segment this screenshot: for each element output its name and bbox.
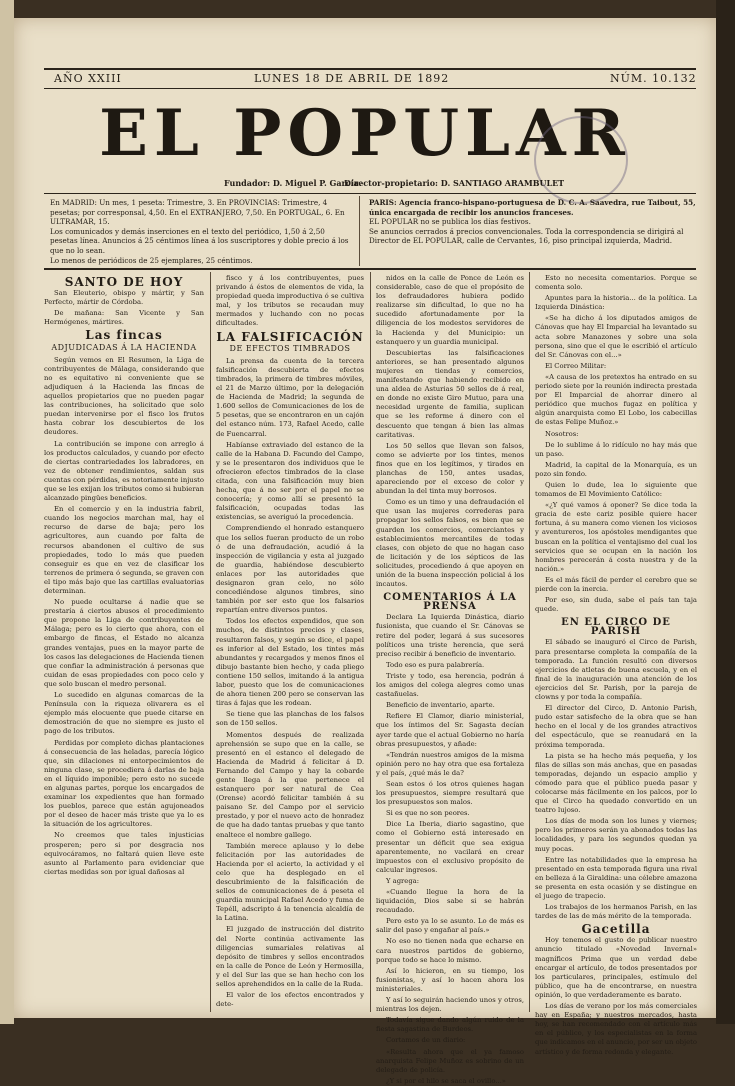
paragraph: «A causa de los pretextos ha entrado en su periodo siete por la reunión indirecta prestada por El Imparcial de ahorrar dinero al periódico que muchos fugaz en política y algún anarquista como El Lobo, los cabecillas de estas Felipe Muñoz.» — [535, 372, 697, 427]
paragraph: Y así lo seguirán haciendo unos y otros, mientras los dejen. — [376, 996, 524, 1014]
paragraph: Lo sucedido en algunas comarcas de la Península con la riqueza olivarera es el ejemplo más elocuente que puede citarse en demostración de que no siempre es justo el pago de los tributos. — [44, 691, 204, 736]
paragraph: Esto no necesita comentarios. Porque se comenta solo. — [535, 274, 697, 292]
paragraph: En el comercio y en la industria fabril, cuando los negocios marchan mal, hay el recurso de darse de baja; pero los agricultores, aun cuando por falta de recursos abandonen el cultivo de sus propiedades, todo lo más que pueden conseguir es que en vez de clasificar los terrenos de primera ó segunda, se graven con el tipo más bajo que las cartillas evaluatorias determinan. — [44, 505, 204, 595]
gacetilla-heading: Gacetilla — [581, 922, 651, 937]
paragraph: «Resulta ahora que el ya famoso anarquista Felipe Muñoz es sobrino de un delegado de policía. — [376, 1047, 524, 1074]
santo-heading: SANTO DE HOY — [64, 275, 184, 289]
paragraph: Los trabajos de los hermanos Parish, en las tardes de las de más mérito de la temporada. — [535, 903, 697, 921]
subscription-notices: Los comunicados y demás inserciones en el texto del periódico, 1,50 á 2,50 pesetas línea. Anuncios á 25 céntimos línea á los suscriptores y doble precio á los que no lo sean. — [50, 226, 349, 255]
header-top-rule — [44, 68, 696, 70]
paris-agency: PARIS: Agencia franco-hispano-portuguesa de D. C. A. Saavedra, rue Taibout, 55, única encargada de recibir los anuncios franceses. — [369, 198, 696, 217]
paragraph: ¿Y si por el hilo se saca el ovillo...» — [386, 1076, 506, 1085]
paragraph: Apuntes para la historia... de la política. La Izquierda Dinástica: — [535, 294, 697, 312]
paragraph: No puede ocultarse á nadie que se prestaría á ciertos abusos el procedimiento que propone la Liga de contribuyentes de Málaga; pero es lo cierto que ahora, con el embargo de fincas, el Estado no alcanza grandes ventajas, pues en la mayor parte de los casos las delegaciones de Hacienda tienen que confiar la administración á personas que cuidan de esas propiedades con poco celo y que solo buscan el medro personal. — [44, 598, 204, 688]
paragraph: Entre las notabilidades que la empresa ha presentado en esta temporada figura una rival en belleza á la Giraldina: una célebre amazona se presenta en esta ocasión y se distingue en el juego de trapecio. — [535, 855, 697, 900]
paragraph: «Cuando llegue la hora de la liquidación, Dios sabe si se habrán recaudado. — [376, 888, 524, 915]
paragraph: Madrid, la capital de la Monarquía, es un pozo sin fondo. — [535, 460, 697, 478]
paragraph: Habíanse extraviado del estanco de la calle de la Habana D. Facundo del Campo, y se le presentaron dos individuos que le ofrecieron efectos timbrados de la clase citada, con una falsificación muy bien hecha, que á no ser por el papel no se conocería; y como allí se presentó la falsificación, ocupadas todas las existencias, se averiguó la procedencia. — [216, 440, 364, 522]
falsificacion-subheading: DE EFECTOS TIMBRADOS — [229, 343, 351, 353]
paragraph: Como es un timo y una defraudación el que usan las mujeres correderas para propagar los sellos falsos, es bien que se guarden los comercios, comerciantes y establecimientos mercantiles de todas clases, con objeto de que no hagan caso de licitación y de los sépticos de las solicitudes, procediendo á que apoyen en unión de la buena inspección policial á los incautos. — [376, 498, 524, 589]
paragraph: Cortamos de un diario: — [386, 1036, 466, 1045]
newspaper-title: EL POPULAR — [99, 96, 631, 171]
paragraph: Por eso, sin duda, sabe el país tan taja quede. — [535, 596, 697, 614]
paragraph: «¿Y qué vamos á oponer? Se dice toda la gracia de este cariz posible quiere hacer fortuna, á su manera como vienen los viciosos y aventureros, los apóstoles mendigantes que buscan en la política el ventajismo del cual los servicios que se ocupan en la nación los hombres perecerán á costa nuestra y de la nación.» — [535, 501, 697, 573]
paragraph: Beneficio de inventario, aparte. — [386, 701, 495, 710]
subscription-prices: En MADRID: Un mes, 1 peseta: Trimestre, 3. En PROVINCIAS: Trimestre, 4 pesetas; por corresponsal, 4,50. En el EXTRANJERO, 7,50. En PORTUGAL, 6. En ULTRAMAR, 15. — [50, 198, 345, 227]
circo-heading: EN EL CIRCO DE PARISH — [561, 617, 671, 638]
paragraph: La contribución se impone con arreglo á los productos calculados, y cuando por efecto de ciertas contrariedades los labradores, en vez de obtener rendimientos, saldan sus cuentas con pérdidas, es notoriamente injusto que se les exijan los tributos como si hubieran alcanzado pingües beneficios. — [44, 439, 204, 503]
paragraph: No eso no tienen nada que echarse en cara nuestros partidos de gobierno, porque todo se hace lo mismo. — [376, 937, 524, 964]
paragraph: Refiere El Clamor, diario ministerial, que los íntimos del Sr. Sagasta decían ayer tarde que el actual Gobierno no haría obras presupuestos, y añade: — [376, 712, 524, 748]
subs-top-rule — [44, 193, 696, 194]
column-4 — [535, 274, 697, 1056]
column-rule-2 — [370, 272, 371, 1012]
library-stamp — [534, 116, 628, 204]
paragraph: No creemos que tales injusticias prosperen; pero si por desgracia nos equivocáramos, no faltará quien lleve este asunto al Parlamento para evidenciar que ciertas medidas son por igual dañosas al — [44, 831, 204, 876]
paris-block — [369, 198, 699, 246]
fincas-subheading: ADJUDICADAS Á LA HACIENDA — [51, 342, 197, 352]
column-2 — [216, 274, 364, 1010]
paragraph: Según vemos en El Resumen, la Liga de contribuyentes de Málaga, considerando que no es equitativo ni conveniente que se adjudiquen á la Hacienda las fincas de aquellos propietarios que no pueden pagar las contribuciones, ha solicitado que solo puedan intervenirse por el fisco los frutos hasta cobrar los descubiertos de los deudores. — [44, 355, 204, 437]
subscription-block — [50, 198, 350, 265]
paragraph: Perdidas por completo dichas plantaciones á consecuencia de las heladas, parecía lógico que, sin dilaciones ni entorpecimientos de ninguna clase, se procediera á darlas de baja en el líquido imponible; pero esto no sucede en algunas partes, porque los encargados de examinar los expedientes que han formado los pueblos, parece que están agujoneados por el deseo de hacer más triste que ya lo es la situación de los agricultores. — [44, 738, 204, 829]
paragraph: El valor de los efectos encontrados y dete- — [216, 991, 364, 1009]
fincas-heading: Las fincas — [85, 328, 163, 343]
paragraph: Pero esto ya lo se asunto. Lo de más es salir del paso y engañar al país.» — [376, 917, 524, 935]
paris-ads: Se anuncios cerrados á precios convencionales. Toda la correspondencia se dirigirá al Director de EL POPULAR, calle de Cervantes, 16, piso principal izquierda, Madrid. — [369, 226, 684, 246]
newspaper-page — [14, 18, 716, 1085]
paragraph: De lo sublime á lo ridículo no hay más que un paso. — [535, 440, 697, 458]
page-left-edge — [0, 0, 14, 1024]
paragraph: La prensa da cuenta de la tercera falsificación descubierta de efectos timbrados, la primera de timbres móviles, el 21 de Marzo último, por la delegación de Hacienda de Madrid; la segunda de 1.600 sellos de Comunicaciones de los de 5 pesetas, que se encontraron en un cajón del estanco núm. 173, Rafael Acedo, calle de Fuencarral. — [216, 356, 364, 438]
header-second-rule — [44, 88, 696, 89]
paragraph: Declara La Iquierda Dinástica, diario fusionista, que cuando el Sr. Cánovas se retire del poder, legará á sus sucesores políticos una triste herencia, que será preciso recibir á beneficio de inventario. — [376, 613, 524, 658]
paragraph: San Eleuterio, obispo y mártir, y San Perfecto, mártir de Córdoba. — [44, 289, 204, 307]
comentarios-heading: COMENTARIOS Á LA PRENSA — [383, 592, 517, 613]
paragraph: Se tiene que las planchas de los falsos son de 150 sellos. — [216, 710, 364, 728]
paragraph: Y agrega: — [386, 876, 420, 885]
paragraph: El sábado se inauguró el Circo de Parish, para presentarse completa la compañía de la temporada. La función resultó con diversos ejercicios de atletas de buena escuela, y en el final de la inauguración una atención de los ejercicios del Sr. Parish, por la pareja de clowns y por toda la compañía. — [535, 638, 697, 702]
paragraph: Así lo hicieron, en su tiempo, los fusionistas, y así lo hacen ahora los ministeriales. — [376, 966, 524, 993]
paragraph: Momentos después de realizada aprehensión se supo que en la calle, se presentó en el estanco el delegado de Hacienda de Madrid á felicitar á D. Fernando del Campo y hay la cobarde gente llega á la que pertenece el estanquero por ser natural de Cea (Orense) acordó felicitar también á su paisano Sr. del Campo por el servicio prestado, y por el nuevo acto de honradez de que ha dado tantas pruebas y que tanto enaltece el nombre gallego. — [216, 730, 364, 839]
paragraph: Triste y todo, esa herencia, podrán á los amigos del colega alegres como unas castañuelas. — [376, 671, 524, 699]
paragraph: Hoy tenemos el gusto de publicar nuestro anuncio titulado «Novedad Invernal» magníficos Prima que un verdad debe encargar el artículo, de todos presentados por los particulares, principales, estímulo del público, que ha de encontrarse, en nuestra opinión, lo que verdaderamente es barato. — [535, 936, 697, 999]
paragraph: Todavía sigue dando algún ruido de la fiesta sagastina de Burdeos. — [376, 1016, 524, 1034]
founder-line: Fundador: D. Miguel P. García. — [224, 178, 362, 188]
paragraph: Todos los efectos expendidos, que son muchos, de distintos precios y clases, resultaron falsos, y según se dice, el papel es inferior al del Estado, los tintes más abundantes y recargados y menos finos el dibujo bastante bien hecho, y cada pliego contiene 150 sellos, imitando á la antigua labor, puesto que los de comunicaciones de ahora tienen 200 pero se conservan las tiras á fajas que les rodean. — [216, 617, 364, 708]
falsificacion-heading: LA FALSIFICACIÓN — [216, 329, 364, 344]
column-rule-1 — [210, 272, 211, 1012]
paragraph: Descubiertas las falsificaciones anteriores, se han presentado algunos mujeres en tiendas y comercios, manifestando que habiendo recibido en una aldea de Asturias 50 sellos de á real, en donde no existe Giro Mutuo, para una necesidad urgente de familia, suplican que se les reforme á dinero con el descuento que tengan á bien las almas caritativas. — [376, 348, 524, 439]
paragraph: Si es que no son peores. — [386, 809, 470, 818]
issue-number: NÚM. 10.132 — [610, 72, 697, 85]
column-1 — [44, 274, 204, 1010]
paragraph: La pista se ha hecho más pequeña, y los filas de sillas son más anchas, que en pasadas temporadas, dejando un espacio amplio y cómodo para que el público pueda pasar y colocarse más fácilmente en los palcos, por lo que el Circo ha quedado convertido en un teatro lujoso. — [535, 751, 697, 815]
paris-note: EL POPULAR no se publica los días festivos. — [369, 217, 531, 227]
year-label: AÑO XXIII — [54, 72, 122, 85]
director-line: Director-propietario: D. SANTIAGO ARAMBULET — [344, 178, 565, 188]
paragraph: Sean estos ó los otros quienes hagan los presupuestos, siempre resultará que los presupuestos son malos. — [376, 779, 524, 807]
paragraph: Dice La Iberia, diario sagastino, que como el Gobierno está interesado en presentar un déficit que sea exigua aparentemente, no vacilará en crear impuestos con el exclusivo propósito de calcular ingresos. — [376, 820, 524, 874]
paragraph: También merece aplauso y lo debe felicitación por las autoridades de Hacienda por el acierto, la actividad y el celo que ha desplegado en el descubrimiento de la falsificación de sellos de comunicaciones de á peseta el guardia municipal Rafael Acedo y fuma de Tepéll, adscripto á la tenencia alcaldía de la Latina. — [216, 841, 364, 923]
paragraph: Quien lo dude, lea lo siguiente que tomamos de El Movimiento Católico: — [535, 480, 697, 499]
paragraph: Comprendiendo el honrado estanquero que los sellos fueran producto de un robo ó de una defraudación, acudió á la inspección de vigilancia y esta al juzgado de guardia, habiéndose descubierto enlaces por las autoridades que designaron gran celo, no sólo concediéndose algunos timbres, sino también por ser esto que los falsarios repartían entre diversos puntos. — [216, 524, 364, 615]
paragraph: Es el más fácil de perder el cerebro que se pierde con la inercia. — [535, 575, 697, 593]
paragraph: «Se ha dicho á los diputados amigos de Cánovas que hay El Imparcial ha levantado su acta sobre Manazones y sobre una sola persona, sino que el que le escribió el artículo del Sr. Cánovas con el...» — [535, 314, 697, 359]
paragraph: De mañana: San Vicente y San Hermógenes, mártires. — [44, 309, 204, 327]
subs-divider — [359, 196, 360, 266]
paragraph: «Tendrán nuestros amigos de la misma opinión pero no hay otra que esa fortaleza y el país, ¿qué más le da? — [376, 750, 524, 777]
subscription-minimum: Lo menos de periódicos de 25 ejemplares, 25 céntimos. — [50, 255, 253, 265]
paragraph: Los días de moda son los lunes y viernes; pero los primeros serán ya abonados todas las localidades, y para los segundos quedan ya muy pocas. — [535, 817, 697, 853]
paragraph: Todo eso es pura palabrería. — [386, 660, 485, 669]
paragraph: El Correo Militar: — [545, 361, 607, 370]
paragraph: Los días de verano por los más comerciales hay en España; y nuestros mercados, hasta hoy, se han recomendado con el artículo más en el público, y los especialistas en la forma que indicamos en el anuncio, por ser un objeto artístico y de forma redonda y elegante. — [535, 1002, 697, 1056]
page-right-edge — [716, 0, 735, 1024]
paragraph: fisco y á los contribuyentes, pues privando á éstos de elementos de vida, la propiedad queda improductiva ó se cultiva mal, y los tributos se recaudan muy mermados y luchando con no pocas dificultades. — [216, 274, 364, 328]
paragraph: Los 50 sellos que llevan son falsos, como se advierte por los tintes, menos finos que en los legítimos, y tirados en planchas de 150, antes usadas, apareciendo por el exceso de color y abundan la del tinta muy borrosos. — [376, 441, 524, 496]
body-top-rule — [44, 268, 696, 270]
paragraph: El juzgado de instrucción del distrito del Norte continúa activamente las diligencias sumariales relativas al depósito de timbres y sellos encontrados en la calle de Ponce de León y Hermosilla, y el del Sur las que se han hecho con los sellos aprehendidos en la calle de la Ruda. — [216, 925, 364, 989]
column-3 — [376, 274, 524, 1085]
issue-date: LUNES 18 DE ABRIL DE 1892 — [254, 72, 450, 85]
column-rule-3 — [529, 272, 530, 1012]
paragraph: Nosotros: — [545, 429, 579, 438]
paragraph: nidos en la calle de Ponce de León es considerable, caso de que el propósito de los defraudadores hubiera podido realizarse sin dificultad, lo que no ha sucedido afortunadamente por la diligencia de los modestos servidores de la Hacienda y del Municipio: un estanquero y un guardia municipal. — [376, 274, 524, 346]
paragraph: El director del Circo, D. Antonio Parish, pudo estar satisfecho de la obra que se han hecho en el local y de los grandes atractivos del espectáculo, que se reanudará en la próxima temporada. — [535, 704, 697, 749]
